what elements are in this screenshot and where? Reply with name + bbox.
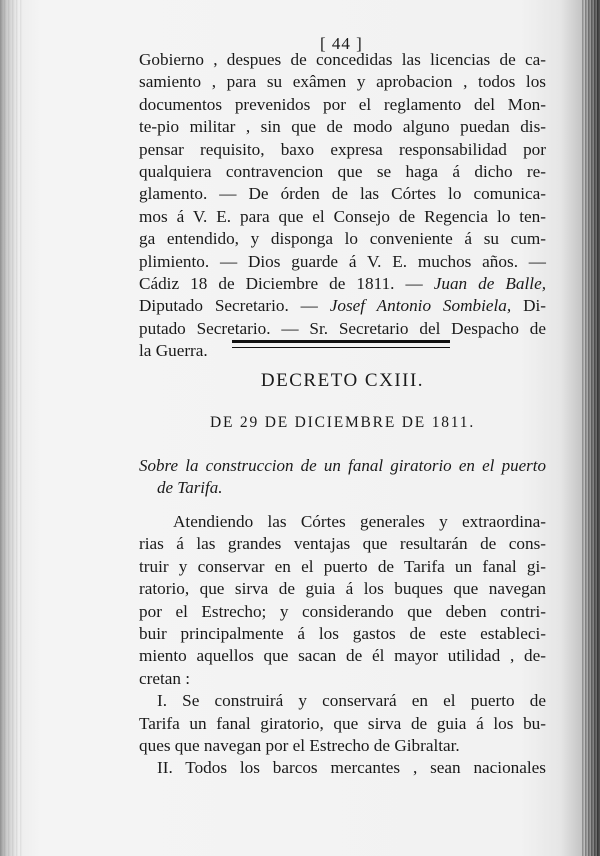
text-line: te-pio militar , sin que de modo alguno puedan dis- (139, 117, 546, 137)
text-line: glamento. — De órden de las Córtes lo comunica- (139, 184, 546, 204)
body-line: cretan : (139, 668, 191, 688)
signature-line-1 (139, 273, 546, 295)
decree-subject (139, 455, 546, 500)
body-line: rias á las grandes ventajas que resultarán de cons- (139, 534, 546, 554)
text-line: Gobierno , despues de concedidas las licencias de ca- (139, 50, 546, 69)
article-2-line: II. Todos los barcos mercantes , sean nacionales (157, 758, 546, 778)
text-line: ga entendido, y disponga lo conveniente á su cum- (139, 229, 546, 249)
page-number: [ 44 ] (320, 34, 363, 53)
signatory-name-2: Josef Antonio Sombiela, (329, 296, 512, 316)
decree-title: DECRETO CXIII. (260, 370, 425, 391)
paragraph-continuation (139, 49, 546, 362)
body-line: ratorio, que sirva de guia á los buques que navegan (139, 579, 546, 599)
signature-hyphen: Di- (523, 296, 546, 316)
text-line: mos á V. E. para que el Consejo de Regencia lo ten- (139, 206, 546, 226)
signatory-name-1: Juan de Balle, (433, 273, 547, 293)
place-date: Cádiz 18 de Diciembre de 1811. — (139, 273, 423, 293)
subject-line: Sobre la construccion de un fanal giratorio en el puerto (139, 456, 546, 475)
body-line: ques que navegan por el Estrecho de Gibraltar. (139, 735, 460, 755)
body-line: buir principalmente á los gastos de este estableci- (139, 623, 546, 643)
text-line: qualquiera contravencion que se haga á dicho re- (139, 161, 546, 181)
text-line: plimiento. — Dios guarde á V. E. muchos años. — (139, 251, 546, 271)
text-line: samiento , para su exâmen y aprobacion , todos los (139, 72, 546, 92)
decree-date: DE 29 DE DICIEMBRE DE 1811. (209, 414, 475, 431)
decree-body (139, 511, 546, 780)
text-line: pensar requisito, baxo expresa responsabilidad por (139, 139, 546, 159)
body-line: Tarifa un fanal giratorio, que sirva de guia á los bu- (139, 713, 546, 733)
text-line: documentos prevenidos por el reglamento del Mon- (139, 94, 546, 114)
body-line: truir y conservar en el puerto de Tarifa un fanal gi- (139, 556, 546, 576)
body-line: Atendiendo las Córtes generales y extraordina- (173, 512, 546, 531)
page-spine-shadow (0, 0, 22, 856)
body-line: por el Estrecho; y considerando que deben contri- (139, 601, 546, 621)
section-divider (232, 340, 450, 348)
page-edge (582, 0, 600, 856)
signature-line-4: la Guerra. (139, 341, 208, 361)
signature-line-2 (139, 295, 546, 317)
signature-line-3: putado Secretario. — Sr. Secretario del Despacho de (139, 318, 546, 338)
signatory-title-1: Diputado Secretario. — (139, 296, 318, 316)
subject-line: de Tarifa. (157, 478, 223, 498)
article-1-line: I. Se construirá y conservará en el puerto de (157, 691, 546, 711)
body-line: miento aquellos que sacan de él mayor utilidad , de- (139, 646, 546, 666)
